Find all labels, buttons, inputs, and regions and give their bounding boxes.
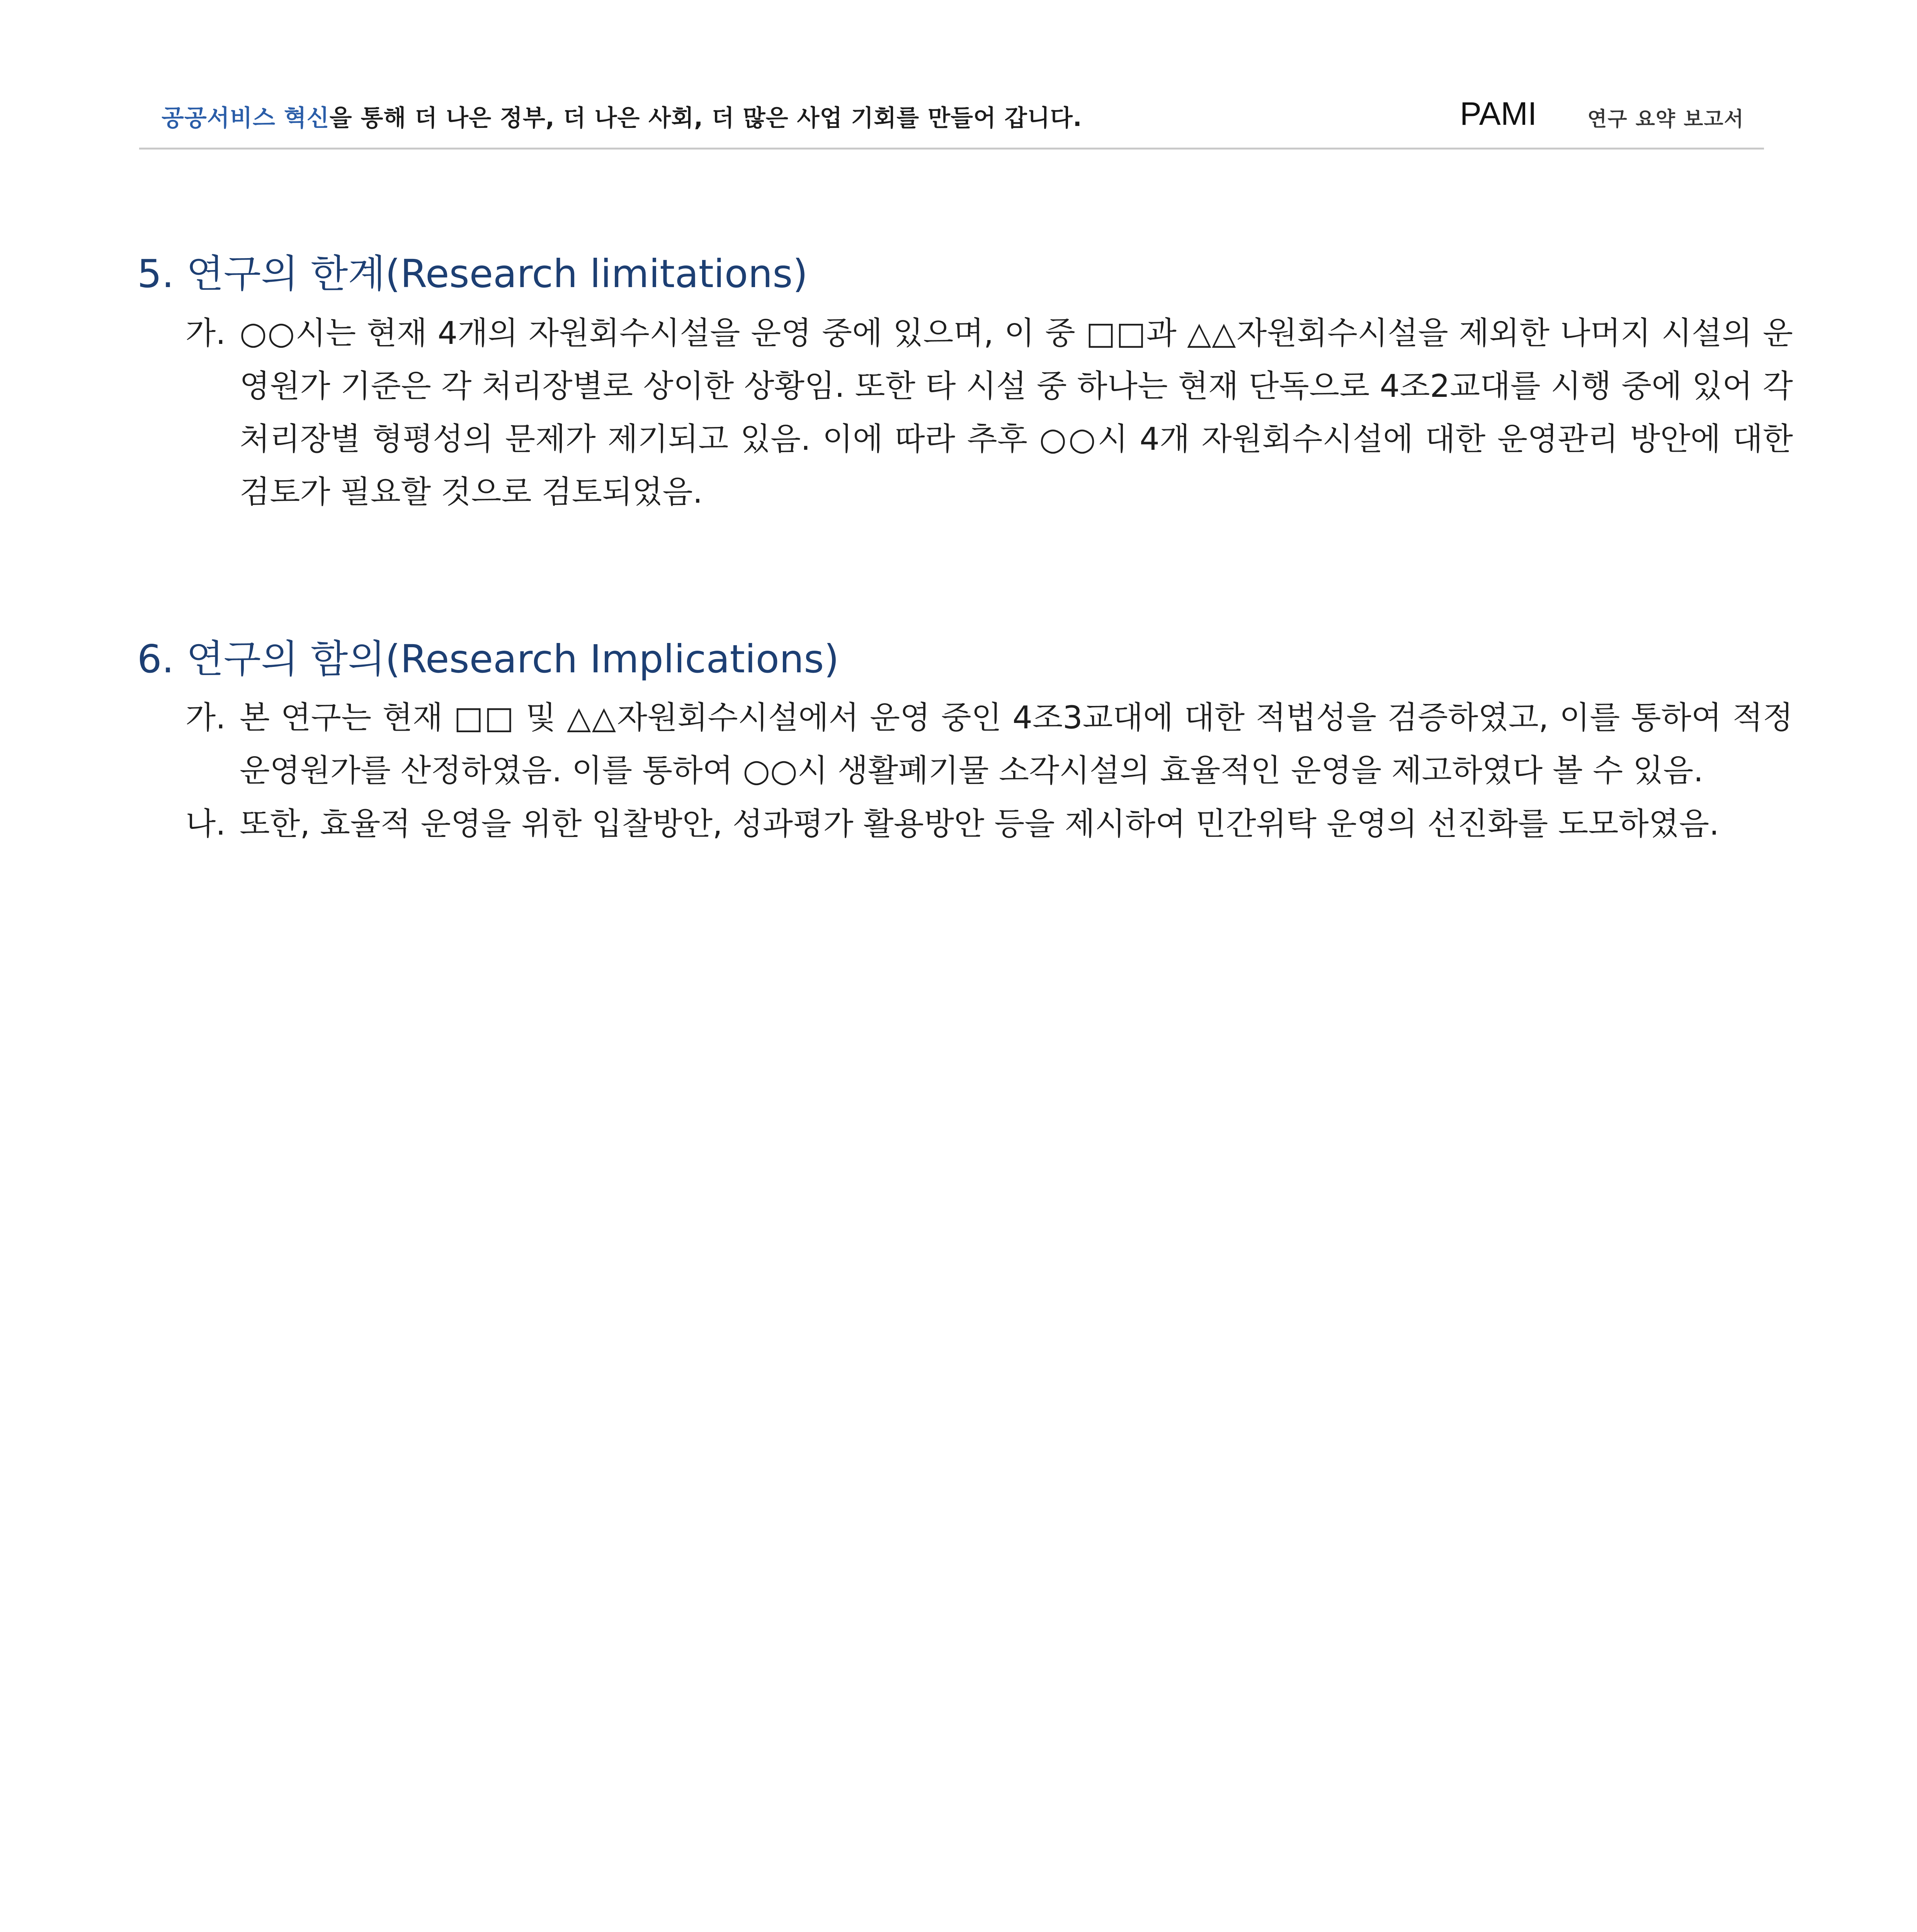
item-marker: 가. bbox=[185, 315, 226, 352]
header-divider bbox=[139, 148, 1764, 150]
header-slogan-highlight: 공공서비스 혁신 bbox=[162, 105, 330, 132]
section-5-title: 5. 연구의 한계(Research limitations) bbox=[137, 251, 808, 296]
header-brand: PAMI bbox=[1460, 95, 1537, 132]
header-report-type: 연구 요약 보고서 bbox=[1587, 108, 1744, 131]
section-6-title: 6. 연구의 함의(Research Implications) bbox=[137, 636, 839, 682]
section-6-item bbox=[185, 798, 1793, 851]
section-5-item bbox=[185, 307, 1793, 519]
item-marker: 가. bbox=[185, 700, 226, 736]
item-marker: 나. bbox=[185, 806, 226, 842]
item-text: 본 연구는 현재 □□ 및 △△자원회수시설에서 운영 중인 4조3교대에 대한 적법성을 검증하였고, 이를 통하여 적정 운영원가를 산정하였음. 이를 통하여 ○○시 생활폐기물 소각시설의 효율적인 운영을 제고하였다 볼 수 있음. bbox=[240, 700, 1793, 789]
item-text: ○○시는 현재 4개의 자원회수시설을 운영 중에 있으며, 이 중 □□과 △△자원회수시설을 제외한 나머지 시설의 운영원가 기준은 각 처리장별로 상이한 상황임. 또한 타 시설 중 하나는 현재 단독으로 4조2교대를 시행 중에 있어 각 처리장별 형평성의 문제가 제기되고 있음. 이에 따라 추후 ○○시 4개 자원회수시설에 대한 운영관리 방안에 대한 검토가 필요할 것으로 검토되었음. bbox=[240, 315, 1793, 510]
item-text: 또한, 효율적 운영을 위한 입찰방안, 성과평가 활용방안 등을 제시하여 민간위탁 운영의 선진화를 도모하였음. bbox=[240, 806, 1720, 842]
header-slogan-rest: 을 통해 더 나은 정부, 더 나은 사회, 더 많은 사업 기회를 만들어 갑니다. bbox=[329, 105, 1082, 132]
header-slogan bbox=[162, 100, 1082, 133]
section-6-item bbox=[185, 692, 1793, 798]
